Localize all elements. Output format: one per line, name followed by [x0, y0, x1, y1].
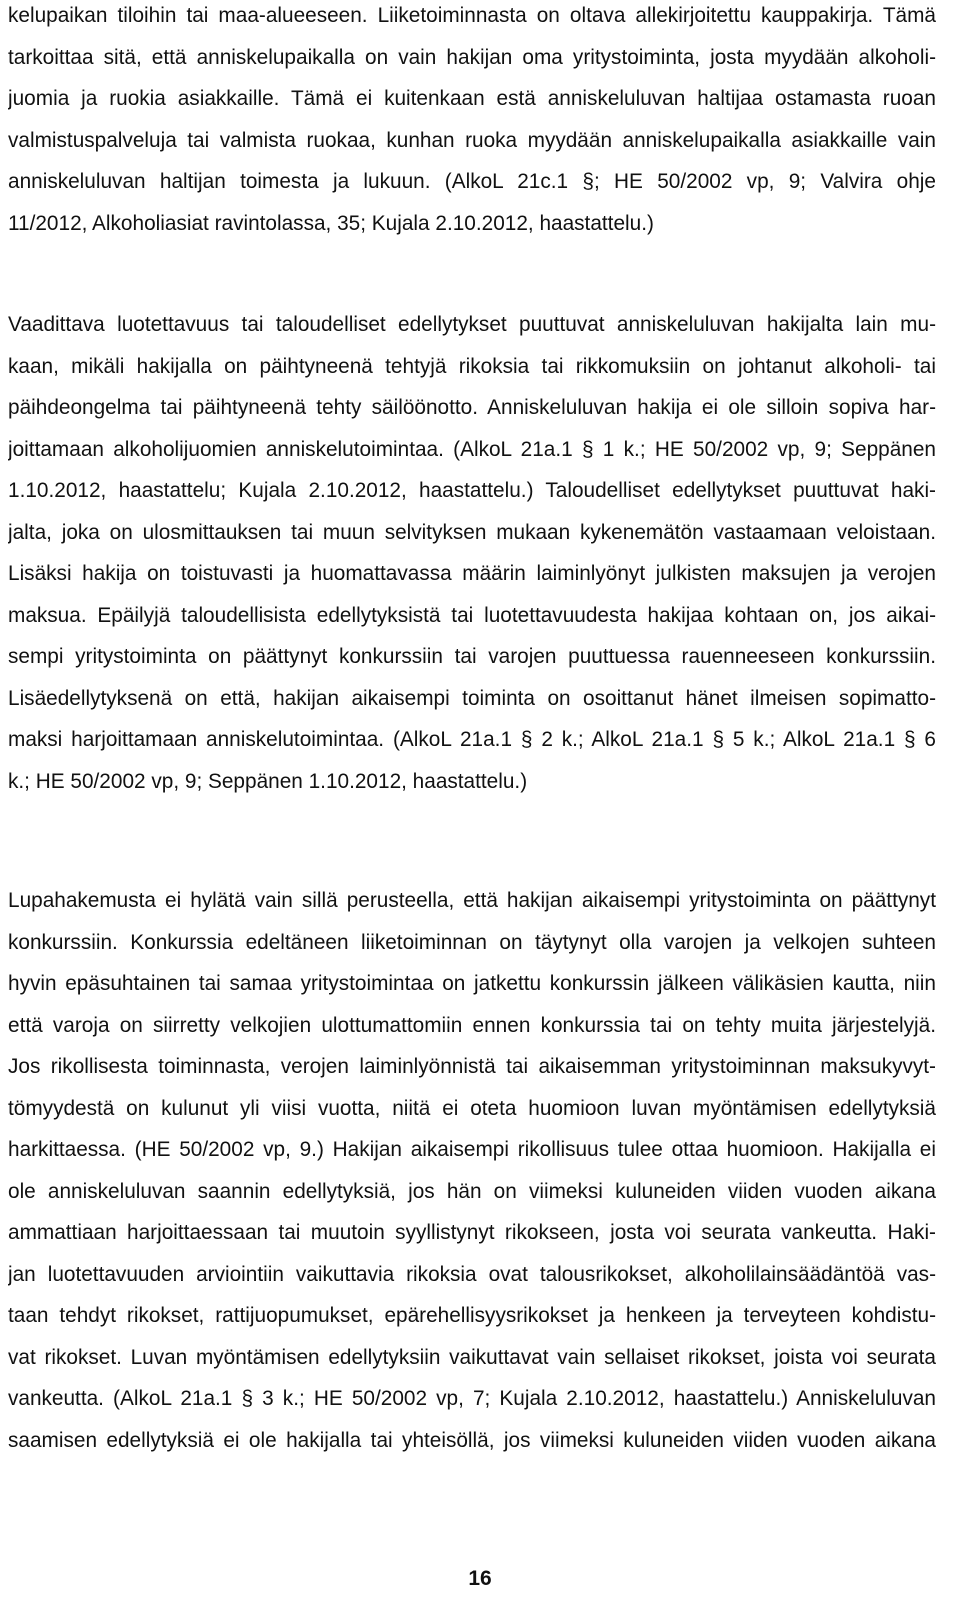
text-line: konkurssiin. Konkurssia edeltäneen liiketoiminnan on täytynyt olla varojen ja velkojen suhteen	[8, 930, 936, 954]
text-line: harkittaessa. (HE 50/2002 vp, 9.) Hakijan aikaisempi rikollisuus tulee ottaa huomioon. Hakijalla ei	[8, 1138, 936, 1161]
text-line: vat rikokset. Luvan myöntämisen edellytyksiin vaikuttavat vain sellaiset rikokset, joista voi seurata	[8, 1345, 936, 1369]
text-line: hyvin epäsuhtainen tai samaa yritystoimintaa on jatkettu konkurssin jälkeen välikäsien kautta, niin	[8, 972, 936, 995]
text-line: että varoja on siirretty velkojien ulottumattomiin ennen konkurssia tai on tehty muita järjestelyjä.	[8, 1013, 936, 1037]
text-line: juomia ja ruokia asiakkaille. Tämä ei kuitenkaan estä anniskeluluvan haltijaa ostamasta ruoan	[8, 87, 936, 110]
text-line: Lupahakemusta ei hylätä vain sillä perusteella, että hakijan aikaisempi yritystoiminta on päättynyt	[8, 889, 936, 912]
text-line: ole anniskeluluvan saannin edellytyksiä, jos hän on viimeksi kuluneiden viiden vuoden aikana	[8, 1179, 936, 1203]
paragraph-reliability-requirements	[8, 304, 936, 802]
text-line: vankeutta. (AlkoL 21a.1 § 3 k.; HE 50/2002 vp, 7; Kujala 2.10.2012, haastattelu.) Anniskeluluvan	[8, 1387, 936, 1410]
text-line: Lisäedellytyksenä on että, hakijan aikaisempi toiminta on osoittanut hänet ilmeisen sopimatto-	[8, 686, 936, 710]
text-line: k.; HE 50/2002 vp, 9; Seppänen 1.10.2012, haastattelu.)	[8, 769, 528, 793]
page-number: 16	[468, 1567, 492, 1590]
text-line: tömyydestä on kulunut yli viisi vuotta, niitä ei oteta huomioon luvan myöntämisen edellytyksiä	[8, 1096, 936, 1120]
text-line: sempi yritystoiminta on päättynyt konkurssiin tai varojen puuttuessa rauenneeseen konkurssiin.	[8, 645, 936, 668]
text-line: jan luotettavuuden arviointiin vaikuttavia rikoksia ovat talousrikokset, alkoholilainsäädäntöä vas-	[8, 1262, 936, 1286]
text-line: kelupaikan tiloihin tai maa-alueeseen. Liiketoiminnasta on oltava allekirjoitettu kauppakirja. Tämä	[8, 4, 936, 27]
text-line: maksua. Epäilyjä taloudellisista edellytyksistä tai luotettavuudesta hakijaa kohtaan on, jos aikai-	[8, 603, 936, 627]
text-line: tarkoittaa sitä, että anniskelupaikalla on vain hakijan oma yritystoiminta, josta myydään alkoholi-	[8, 45, 936, 69]
text-line: Jos rikollisesta toiminnasta, verojen laiminlyönnistä tai aikaisemman yritystoiminnan maksukyvyt-	[8, 1055, 936, 1078]
text-line: maksi harjoittamaan anniskelutoimintaa. (AlkoL 21a.1 § 2 k.; AlkoL 21a.1 § 5 k.; AlkoL 21a.1 § 6	[8, 728, 936, 751]
text-line: kaan, mikäli hakijalla on päihtyneenä tehtyjä rikoksia tai rikkomuksiin on johtanut alkoholi- tai	[8, 354, 936, 378]
text-line: saamisen edellytyksiä ei ole hakijalla tai yhteisöllä, jos viimeksi kuluneiden viiden vuoden aikana	[8, 1428, 936, 1452]
text-line: 1.10.2012, haastattelu; Kujala 2.10.2012, haastattelu.) Taloudelliset edellytykset puuttuvat haki-	[8, 479, 936, 502]
text-line: ammattiaan harjoittaessaan tai muutoin syyllistynyt rikokseen, josta voi seurata vankeutta. Haki-	[8, 1221, 936, 1244]
paragraph-license-premises	[8, 0, 936, 244]
text-line: valmistuspalveluja tai valmista ruokaa, kunhan ruoka myydään anniskelupaikalla asiakkaille vain	[8, 128, 936, 152]
text-line: Lisäksi hakija on toistuvasti ja huomattavassa määrin laiminlyönyt julkisten maksujen ja verojen	[8, 562, 936, 585]
text-line: taan tehdyt rikokset, rattijuopumukset, epärehellisyysrikokset ja henkeen ja terveyteen kohdistu-	[8, 1304, 936, 1327]
text-line: jalta, joka on ulosmittauksen tai muun selvityksen mukaan kykenemätön vastaamaan veloistaan.	[8, 520, 936, 544]
text-line: anniskeluluvan haltijan toimesta ja lukuun. (AlkoL 21c.1 §; HE 50/2002 vp, 9; Valvira ohje	[8, 170, 936, 193]
text-line: päihdeongelma tai päihtyneenä tehty säilöönotto. Anniskeluluvan hakija ei ole silloin sopiva har-	[8, 396, 936, 419]
text-line: Vaadittava luotettavuus tai taloudelliset edellytykset puuttuvat anniskeluluvan hakijalta lain mu-	[8, 313, 936, 336]
text-line: 11/2012, Alkoholiasiat ravintolassa, 35; Kujala 2.10.2012, haastattelu.)	[8, 211, 654, 235]
paragraph-bankruptcy-criminal-record	[8, 880, 936, 1461]
text-line: joittamaan alkoholijuomien anniskelutoimintaa. (AlkoL 21a.1 § 1 k.; HE 50/2002 vp, 9; Seppänen	[8, 437, 936, 461]
